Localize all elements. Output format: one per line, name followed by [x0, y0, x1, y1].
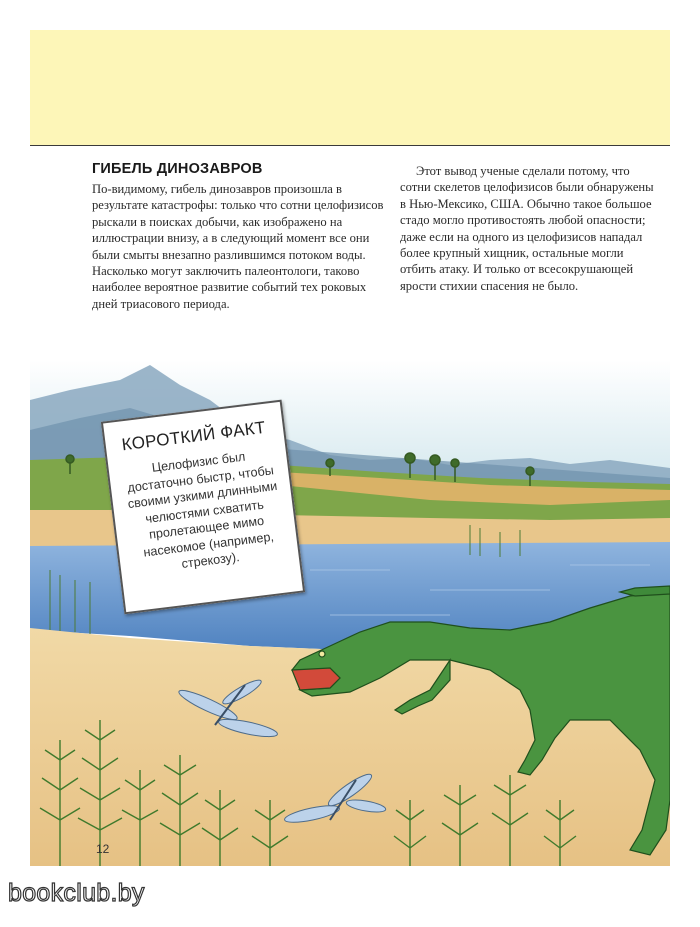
header-band [30, 30, 670, 146]
fact-card-title: КОРОТКИЙ ФАКТ [120, 417, 267, 455]
short-fact-card [101, 400, 305, 615]
left-column-text: По-видимому, гибель динозавров произошла в результате катастрофы: только что сотни целофизисов рыскали в поисках добычи, как изображено на иллюстрации внизу, а в следующий момент все они были смыты внезапно разлившимся потоком воды. Насколько могут заключить палеонтологи, таково наиболее вероятное развитие событий тех роковых дней триасового периода. [92, 182, 384, 311]
watermark-text: bookclub.by [8, 879, 145, 907]
section-heading: ГИБЕЛЬ ДИНОЗАВРОВ [92, 161, 263, 177]
book-page [30, 30, 670, 866]
page-number: 12 [96, 842, 110, 856]
right-column-text: Этот вывод ученые сделали потому, что сотни скелетов целофизисов были обнаружены в Нью-Мексико, США. Обычно такое большое стадо могло противостоять любой опасности; даже если на одного из целофизисов нападал более крупный хищник, остальные могли отбить атаку. И только от всесокрушающей ярости стихии спасения не было. [400, 164, 654, 293]
fact-card-text: Целофизис был достаточно быстр, чтобы своими узкими длинными челюстями схватить пролетающее мимо насекомое (например, стрекозу). [126, 449, 278, 571]
